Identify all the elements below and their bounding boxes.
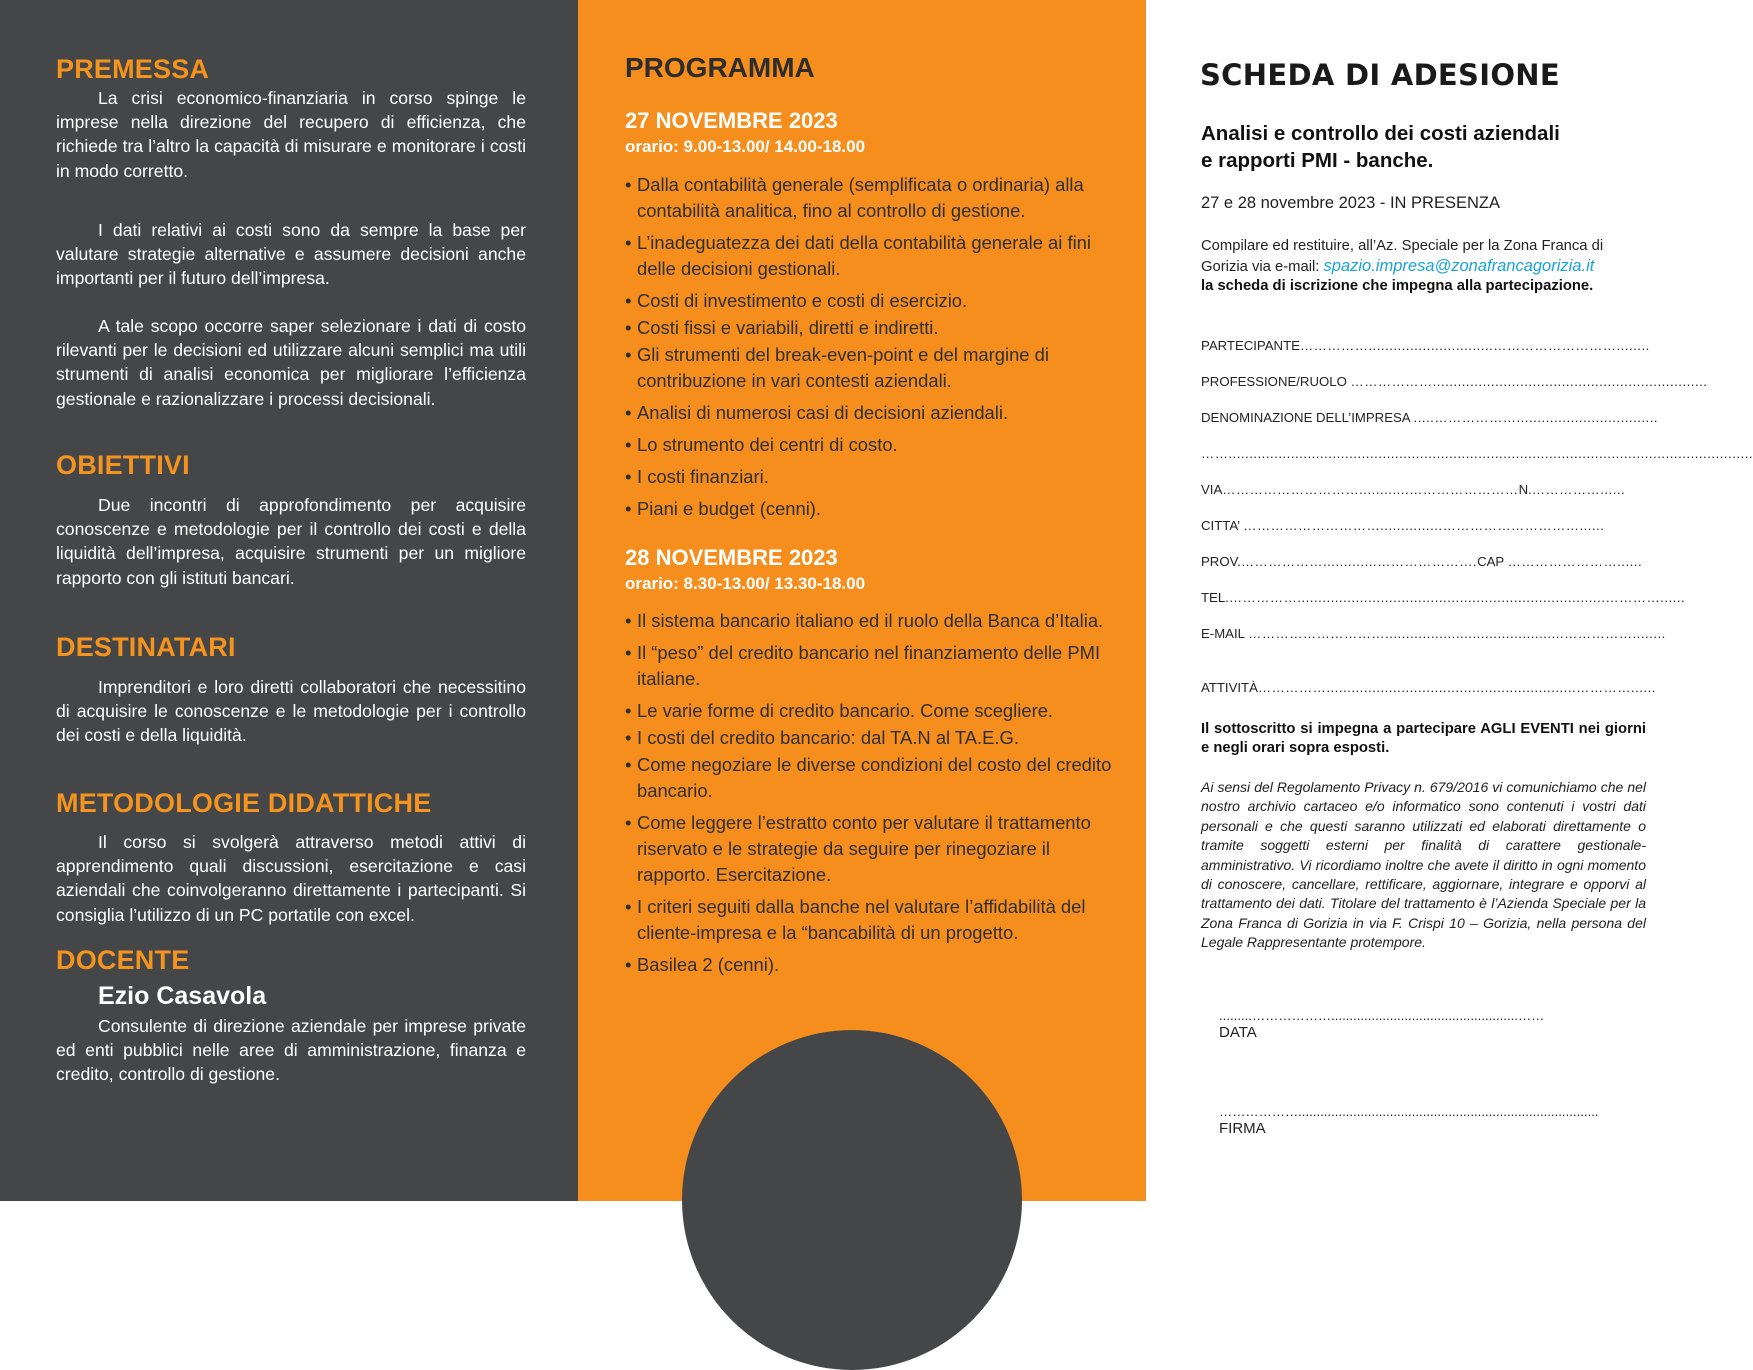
- field-label: TEL.: [1201, 590, 1229, 605]
- field-dots: ……………..............................………………………........: [1299, 338, 1650, 353]
- firma-line[interactable]: ………………..................................................................................: [1219, 1104, 1599, 1119]
- field-dots: ……………............................................................…………......: [1257, 680, 1656, 695]
- field-prov[interactable]: [1201, 554, 1646, 569]
- day1-orario: orario: 9.00-13.00/ 14.00-18.00: [625, 137, 866, 156]
- course-dates: 27 e 28 novembre 2023 - IN PRESENZA: [1201, 194, 1500, 212]
- data-line[interactable]: .........………………...................................................……: [1219, 1008, 1545, 1023]
- day1-topic: • L’inadeguatezza dei dati della contabilità generale ai fini delle decisioni gestionali.: [625, 230, 1125, 282]
- day2-topic: • Basilea 2 (cenni).: [625, 952, 1125, 978]
- obiettivi-text: Due incontri di approfondimento per acquisire conoscenze e metodologie per il controllo dei costi e della liquidità dell’impresa, acquisire strumenti per un migliore rapporto con gli istituti bancari.: [56, 495, 526, 588]
- obiettivi-paragraph: [56, 493, 526, 590]
- day1-topic: • Analisi di numerosi casi di decisioni aziendali.: [625, 400, 1125, 426]
- destinatari-text: Imprenditori e loro diretti collaboratori che necessitino di acquisire le conoscenze e le metodologie per i controllo dei costi e della liquidità.: [56, 677, 526, 746]
- course-title: [1201, 120, 1641, 174]
- field-label: E-MAIL: [1201, 626, 1245, 641]
- destinatari-heading: DESTINATARI: [56, 632, 236, 662]
- field-via[interactable]: [1201, 482, 1646, 497]
- day1-topic: • Dalla contabilità generale (semplificata o ordinaria) alla contabilità analitica, fino al controllo di gestione.: [625, 172, 1125, 224]
- day2-topic: • Il “peso” del credito bancario nel finanziamento delle PMI italiane.: [625, 640, 1125, 692]
- programma-title: PROGRAMMA: [625, 52, 815, 83]
- day1-topic: • Gli strumenti del break-even-point e del margine di contribuzione in vari contesti aziendali.: [625, 342, 1125, 394]
- day1-topic-list: [625, 172, 1125, 528]
- field-label-n: N.: [1518, 482, 1532, 497]
- commitment-text: Il sottoscritto si impegna a partecipare AGLI EVENTI nei giorni e negli orari sopra esposti.: [1201, 721, 1646, 756]
- premessa-text-1: La crisi economico-finanziaria in corso spinge le imprese nella direzione del recupero di efficienza, che richiede tra l’altro la capacità di misurare e monitorare i costi in modo corretto.: [56, 88, 526, 181]
- email-link[interactable]: spazio.impresa@zonafrancagorizia.it: [1323, 256, 1595, 275]
- field-partecipante[interactable]: [1201, 338, 1650, 353]
- field-dots: ………………..................................................................: [1350, 374, 1708, 389]
- day1-date: 27 NOVEMBRE 2023: [625, 108, 838, 133]
- field-label: CITTA’: [1201, 518, 1240, 533]
- obiettivi-heading: OBIETTIVI: [56, 450, 190, 480]
- premessa-paragraph-1: [56, 86, 526, 183]
- day2-topic: • I criteri seguiti dalla banche nel valutare l’affidabilità del cliente-impresa e la “bancabilità di un progetto.: [625, 894, 1125, 946]
- course-title-line-2: e rapporti PMI - banche.: [1201, 149, 1434, 172]
- field-dots: ……………..........................................................................…………......: [1228, 590, 1686, 605]
- field-tel[interactable]: [1201, 590, 1686, 605]
- field-label: DENOMINAZIONE DELL’IMPRESA: [1201, 410, 1410, 425]
- instructions-text: Compilare ed restituire, all’Az. Speciale per la Zona Franca di Gorizia via e-mail:: [1201, 238, 1604, 275]
- day1-topic: • I costi finanziari.: [625, 464, 1125, 490]
- field-label-cap: CAP: [1477, 554, 1504, 569]
- field-dots: …………………………...............…………………………......: [1243, 518, 1605, 533]
- field-dots: …………………………............……………………: [1222, 482, 1519, 497]
- firma-label: FIRMA: [1219, 1120, 1266, 1137]
- premessa-text-3: A tale scopo occorre saper selezionare i dati di costo rilevanti per le decisioni ed utilizzare alcuni semplici ma utili strumenti di analisi economica per migliorare l’efficienza gestionale e razionalizzare i processi decisionali.: [56, 316, 526, 409]
- field-label: ATTIVITÀ: [1201, 680, 1258, 695]
- field-dots: ……………….............………………….: [1240, 554, 1478, 569]
- field-label: VIA: [1201, 482, 1223, 497]
- day2-date: 28 NOVEMBRE 2023: [625, 545, 838, 570]
- premessa-text-2: I dati relativi ai costi sono da sempre la base per valutare strategie alternative e assumere decisioni anche importanti per il futuro dell’impresa.: [56, 220, 526, 289]
- day2-topic: • Come leggere l’estratto conto per valutare il trattamento riservato e le strategie da seguire per rinegoziare il rapporto. Esercitazione.: [625, 810, 1125, 888]
- decorative-circle: [682, 1030, 1022, 1370]
- field-label: PROFESSIONE/RUOLO: [1201, 374, 1347, 389]
- course-title-line-1: Analisi e controllo dei costi aziendali: [1201, 122, 1560, 145]
- scheda-title: SCHEDA DI ADESIONE: [1200, 58, 1560, 92]
- docente-name: Ezio Casavola: [98, 982, 267, 1010]
- premessa-heading: PREMESSA: [56, 54, 210, 84]
- day1-topic: • Costi fissi e variabili, diretti e indiretti.: [625, 315, 1125, 341]
- metodologie-heading: METODOLOGIE DIDATTICHE: [56, 788, 432, 818]
- field-dots: ……………......: [1531, 482, 1626, 497]
- day2-topic: • Il sistema bancario italiano ed il ruolo della Banca d’Italia.: [625, 608, 1125, 634]
- field-dots: ……………………......: [1507, 554, 1643, 569]
- docente-bio-text: Consulente di direzione aziendale per imprese private ed enti pubblici nelle aree di amministrazione, finanza e credito, controllo di gestione.: [56, 1016, 526, 1085]
- metodologie-paragraph: [56, 830, 526, 927]
- privacy-text: Ai sensi del Regolamento Privacy n. 679/2016 vi comunichiamo che nel nostro archivio cartaceo e/o informatico sono contenuti i vostri dati personali e che questi saranno utilizzati ed elaborati direttamente o tramite soggetti esterni per finalità di carattere gestionale-amministrativo. Vi ricordiamo inoltre che avete il diritto in ogni momento di conoscere, cancellare, rettificare, aggiornare, integrare e opporvi al trattamento dei dati. Titolare del trattamento è l’Azienda Speciale per la Zona Franca di Gorizia in via F. Crispi 10 – Gorizia, nella persona del Legale Rappresentante protempore.: [1201, 779, 1646, 951]
- day1-topic: • Piani e budget (cenni).: [625, 496, 1125, 522]
- day2-topic: • I costi del credito bancario: dal TA.N al TA.E.G.: [625, 725, 1125, 751]
- field-email[interactable]: [1201, 626, 1666, 641]
- data-label: DATA: [1219, 1024, 1257, 1041]
- premessa-paragraph-3: [56, 314, 526, 411]
- field-denominazione-cont[interactable]: [1201, 446, 1753, 461]
- field-denominazione[interactable]: [1201, 410, 1659, 425]
- day1-topic: • Lo strumento dei centri di costo.: [625, 432, 1125, 458]
- field-dots: …………………………...........................................……………........: [1248, 626, 1666, 641]
- field-dots: .....………………..................................: [1413, 410, 1659, 425]
- field-dots: ……..............................................................................................................................: [1201, 446, 1753, 461]
- docente-bio: [56, 1014, 526, 1087]
- day1-topic: • Costi di investimento e costi di esercizio.: [625, 288, 1125, 314]
- field-professione[interactable]: [1201, 374, 1708, 389]
- field-label: PARTECIPANTE: [1201, 338, 1300, 353]
- docente-heading: DOCENTE: [56, 945, 190, 975]
- day2-topic: • Le varie forme di credito bancario. Come scegliere.: [625, 698, 1125, 724]
- instructions-bold: la scheda di iscrizione che impegna alla partecipazione.: [1201, 278, 1594, 294]
- destinatari-paragraph: [56, 675, 526, 748]
- metodologie-text: Il corso si svolgerà attraverso metodi attivi di apprendimento quali discussioni, esercitazione e casi aziendali che coinvolgeranno direttamente i partecipanti. Si consiglia l’utilizzo di un PC portatile con excel.: [56, 832, 526, 925]
- day2-orario: orario: 8.30-13.00/ 13.30-18.00: [625, 574, 866, 593]
- day2-topic: • Come negoziare le diverse condizioni del costo del credito bancario.: [625, 752, 1125, 804]
- field-citta[interactable]: [1201, 518, 1646, 533]
- field-label: PROV.: [1201, 554, 1241, 569]
- instructions: [1201, 237, 1651, 297]
- premessa-paragraph-2: [56, 218, 526, 291]
- field-attivita[interactable]: [1201, 680, 1656, 695]
- day2-topic-list: [625, 608, 1125, 984]
